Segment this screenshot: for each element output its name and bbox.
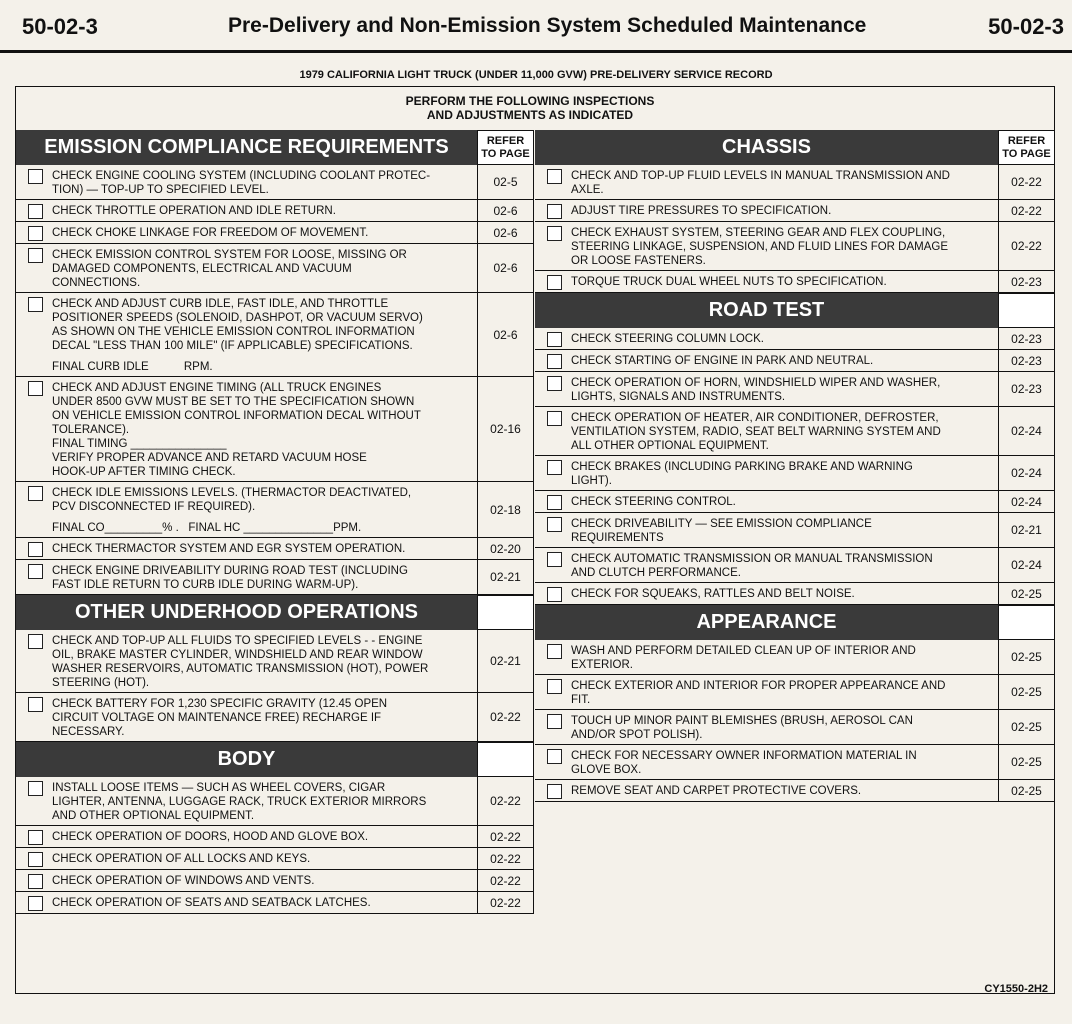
item-line: CHECK EXTERIOR AND INTERIOR FOR PROPER APPEARANCE AND	[571, 680, 946, 692]
checklist-row	[16, 200, 534, 222]
checklist-item	[16, 538, 477, 559]
page-reference: 02-22	[477, 848, 534, 869]
form-code: CY1550-2H2	[984, 983, 1048, 995]
item-text	[52, 226, 368, 240]
item-line: AXLE.	[571, 184, 604, 196]
item-line: PCV DISCONNECTED IF REQUIRED).	[52, 501, 256, 513]
checkbox[interactable]	[547, 552, 562, 567]
checkbox[interactable]	[28, 542, 43, 557]
checklist-item	[16, 777, 477, 825]
item-line: REMOVE SEAT AND CARPET PROTECTIVE COVERS.	[571, 785, 862, 797]
checklist-item	[16, 200, 477, 221]
item-text	[571, 587, 855, 601]
checkbox[interactable]	[547, 644, 562, 659]
item-text	[571, 226, 948, 268]
section-title: APPEARANCE	[535, 605, 998, 640]
item-text	[52, 830, 368, 844]
item-line	[52, 514, 411, 521]
page-reference: 02-23	[998, 271, 1055, 292]
checklist-row	[16, 165, 534, 200]
item-line: DAMAGED COMPONENTS, ELECTRICAL AND VACUUM	[52, 263, 352, 275]
checklist-item	[16, 482, 477, 537]
item-text	[571, 411, 941, 453]
item-text	[52, 634, 428, 690]
item-text	[52, 297, 423, 374]
checkbox[interactable]	[547, 376, 562, 391]
checklist-item	[16, 560, 477, 594]
page-reference: 02-22	[998, 200, 1055, 221]
item-text	[52, 874, 314, 888]
refer-spacer	[477, 595, 534, 630]
item-line: CONNECTIONS.	[52, 277, 141, 289]
refer-spacer	[998, 605, 1055, 640]
page-reference: 02-6	[477, 200, 534, 221]
page-reference: 02-23	[998, 328, 1055, 349]
item-line: CHECK OPERATION OF HORN, WINDSHIELD WIPER AND WASHER,	[571, 377, 941, 389]
page-reference: 02-5	[477, 165, 534, 199]
checklist-row	[16, 538, 534, 560]
checkbox[interactable]	[28, 896, 43, 911]
checklist-row	[16, 848, 534, 870]
checklist-item	[535, 372, 998, 406]
header-rule	[0, 50, 1072, 53]
checklist-row	[535, 675, 1055, 710]
checkbox[interactable]	[28, 874, 43, 889]
item-text	[571, 644, 916, 672]
item-line: ADJUST TIRE PRESSURES TO SPECIFICATION.	[571, 205, 832, 217]
page-reference: 02-6	[477, 222, 534, 243]
section-title: CHASSIS	[535, 130, 998, 165]
checklist-row	[535, 491, 1055, 513]
section-title: BODY	[16, 742, 477, 777]
checklist-item	[535, 328, 998, 349]
page-reference: 02-21	[477, 560, 534, 594]
item-line: FINAL CO_________% . FINAL HC ______________PPM.	[52, 522, 362, 534]
item-text	[52, 852, 310, 866]
checkbox[interactable]	[547, 749, 562, 764]
checklist-row	[535, 350, 1055, 372]
page-reference: 02-22	[477, 826, 534, 847]
checklist-row	[535, 222, 1055, 271]
checklist-item	[535, 456, 998, 490]
checkbox[interactable]	[28, 564, 43, 579]
checkbox[interactable]	[28, 852, 43, 867]
section-header-body	[16, 742, 534, 777]
item-line: AND/OR SPOT POLISH).	[571, 729, 703, 741]
checklist-row	[16, 482, 534, 538]
item-line: CHECK OPERATION OF WINDOWS AND VENTS.	[52, 875, 315, 887]
item-line: CHECK OPERATION OF ALL LOCKS AND KEYS.	[52, 853, 311, 865]
right-column	[535, 130, 1055, 802]
item-text	[571, 460, 913, 488]
checklist-item	[16, 693, 477, 741]
section-title: ROAD TEST	[535, 293, 998, 328]
checklist-item	[16, 293, 477, 376]
refer-to-page-header: REFER TO PAGE	[477, 130, 534, 165]
item-line: CHECK BRAKES (INCLUDING PARKING BRAKE AND WARNING	[571, 461, 913, 473]
checklist-item	[535, 710, 998, 744]
refer-to-page-header: REFER TO PAGE	[998, 130, 1055, 165]
checklist-row	[535, 640, 1055, 675]
checklist-item	[16, 244, 477, 292]
checkbox[interactable]	[547, 411, 562, 426]
checklist-item	[16, 222, 477, 243]
item-line: ALL OTHER OPTIONAL EQUIPMENT.	[571, 440, 769, 452]
item-text	[571, 714, 913, 742]
page-reference: 02-25	[998, 780, 1055, 801]
item-text	[52, 564, 408, 592]
page-reference: 02-21	[998, 513, 1055, 547]
checklist-row	[535, 200, 1055, 222]
item-line: CHECK AUTOMATIC TRANSMISSION OR MANUAL TRANSMISSION	[571, 553, 933, 565]
item-line: CHECK OPERATION OF HEATER, AIR CONDITIONER, DEFROSTER,	[571, 412, 939, 424]
checklist-item	[535, 583, 998, 604]
item-line: OR LOOSE FASTENERS.	[571, 255, 706, 267]
checklist-row	[16, 244, 534, 293]
page-reference: 02-25	[998, 745, 1055, 779]
checkbox[interactable]	[547, 460, 562, 475]
checklist-item	[535, 350, 998, 371]
item-line: FIT.	[571, 694, 591, 706]
checkbox[interactable]	[547, 517, 562, 532]
checkbox[interactable]	[28, 297, 43, 312]
checkbox[interactable]	[28, 486, 43, 501]
page-reference: 02-24	[998, 491, 1055, 512]
checklist-item	[16, 377, 477, 481]
checklist-item	[535, 222, 998, 270]
checklist-row	[535, 513, 1055, 548]
checklist-item	[16, 870, 477, 891]
refer-spacer	[998, 293, 1055, 328]
item-line: CHECK THROTTLE OPERATION AND IDLE RETURN.	[52, 205, 336, 217]
checklist-row	[535, 271, 1055, 293]
page-reference: 02-16	[477, 377, 534, 481]
item-line: CHECK OPERATION OF DOORS, HOOD AND GLOVE BOX.	[52, 831, 369, 843]
item-line: GLOVE BOX.	[571, 764, 642, 776]
item-line: AS SHOWN ON THE VEHICLE EMISSION CONTROL INFORMATION	[52, 326, 415, 338]
item-line: AND CLUTCH PERFORMANCE.	[571, 567, 741, 579]
item-line: CHECK AND ADJUST ENGINE TIMING (ALL TRUCK ENGINES	[52, 382, 382, 394]
item-line: FINAL CURB IDLE RPM.	[52, 361, 213, 373]
section-header-chassis	[535, 130, 1055, 165]
page-reference: 02-23	[998, 372, 1055, 406]
checkbox[interactable]	[28, 381, 43, 396]
item-text	[571, 354, 873, 368]
item-text	[52, 697, 387, 739]
page-number-right: 50-02-3	[988, 14, 1064, 39]
checkbox[interactable]	[28, 226, 43, 241]
checkbox[interactable]	[547, 226, 562, 241]
item-line: CHECK IDLE EMISSIONS LEVELS. (THERMACTOR DEACTIVATED,	[52, 487, 412, 499]
checklist-row	[535, 745, 1055, 780]
checkbox[interactable]	[547, 169, 562, 184]
item-line: FINAL TIMING _______________	[52, 438, 227, 450]
item-line: TOLERANCE).	[52, 424, 130, 436]
checklist-item	[535, 513, 998, 547]
item-text	[571, 204, 831, 218]
checkbox[interactable]	[547, 495, 562, 510]
checklist-item	[16, 630, 477, 692]
checklist-row	[16, 892, 534, 914]
item-line: CHECK STARTING OF ENGINE IN PARK AND NEUTRAL.	[571, 355, 874, 367]
item-line: CHECK OPERATION OF SEATS AND SEATBACK LATCHES.	[52, 897, 371, 909]
checklist-item	[16, 165, 477, 199]
item-line: TION) — TOP-UP TO SPECIFIED LEVEL.	[52, 184, 269, 196]
section-title: EMISSION COMPLIANCE REQUIREMENTS	[16, 130, 477, 165]
checklist-item	[535, 675, 998, 709]
item-line: VENTILATION SYSTEM, RADIO, SEAT BELT WARNING SYSTEM AND	[571, 426, 941, 438]
page-title: Pre-Delivery and Non-Emission System Scheduled Maintenance	[228, 14, 867, 37]
item-line: CHECK EXHAUST SYSTEM, STEERING GEAR AND FLEX COUPLING,	[571, 227, 946, 239]
item-text	[52, 381, 421, 479]
checklist-row	[16, 377, 534, 482]
checklist-row	[535, 548, 1055, 583]
page-reference: 02-25	[998, 583, 1055, 604]
item-line: FAST IDLE RETURN TO CURB IDLE DURING WARM-UP).	[52, 579, 359, 591]
checkbox[interactable]	[28, 204, 43, 219]
item-line: CHECK DRIVEABILITY — SEE EMISSION COMPLIANCE	[571, 518, 872, 530]
item-line: DECAL "LESS THAN 100 MILE" (IF APPLICABLE) SPECIFICATIONS.	[52, 340, 413, 352]
item-line	[52, 353, 423, 360]
item-line: CHECK FOR SQUEAKS, RATTLES AND BELT NOISE.	[571, 588, 855, 600]
item-text	[52, 781, 426, 823]
page-reference: 02-22	[477, 777, 534, 825]
page-reference: 02-6	[477, 244, 534, 292]
left-column	[16, 130, 534, 914]
item-line: CHECK EMISSION CONTROL SYSTEM FOR LOOSE, MISSING OR	[52, 249, 407, 261]
item-text	[52, 169, 430, 197]
checklist-item	[535, 745, 998, 779]
checklist-row	[16, 826, 534, 848]
item-line: CHECK AND ADJUST CURB IDLE, FAST IDLE, AND THROTTLE	[52, 298, 389, 310]
item-line: TOUCH UP MINOR PAINT BLEMISHES (BRUSH, AEROSOL CAN	[571, 715, 913, 727]
page-reference: 02-24	[998, 407, 1055, 455]
item-line: LIGHTER, ANTENNA, LUGGAGE RACK, TRUCK EXTERIOR MIRRORS	[52, 796, 427, 808]
item-line: POSITIONER SPEEDS (SOLENOID, DASHPOT, OR VACUUM SERVO)	[52, 312, 423, 324]
page-reference: 02-24	[998, 548, 1055, 582]
checklist-row	[16, 777, 534, 826]
checklist-row	[16, 693, 534, 742]
page-reference: 02-24	[998, 456, 1055, 490]
item-line: STEERING LINKAGE, SUSPENSION, AND FLUID LINES FOR DAMAGE	[571, 241, 949, 253]
form-subtitle: 1979 CALIFORNIA LIGHT TRUCK (UNDER 11,000 GVW) PRE-DELIVERY SERVICE RECORD	[299, 69, 773, 81]
item-line: ON VEHICLE EMISSION CONTROL INFORMATION DECAL WITHOUT	[52, 410, 421, 422]
checklist-item	[535, 165, 998, 199]
item-line: CHECK STEERING COLUMN LOCK.	[571, 333, 764, 345]
page-reference: 02-22	[477, 892, 534, 913]
checklist-item	[535, 407, 998, 455]
item-line: CHECK AND TOP-UP FLUID LEVELS IN MANUAL TRANSMISSION AND	[571, 170, 950, 182]
item-line: CHECK THERMACTOR SYSTEM AND EGR SYSTEM OPERATION.	[52, 543, 406, 555]
checkbox[interactable]	[547, 784, 562, 799]
section-header-other-underhood-operations	[16, 595, 534, 630]
page-reference: 02-22	[998, 165, 1055, 199]
item-line: OIL, BRAKE MASTER CYLINDER, WINDSHIELD AND REAR WINDOW	[52, 649, 423, 661]
checkbox[interactable]	[28, 781, 43, 796]
page-reference: 02-25	[998, 675, 1055, 709]
page-reference: 02-22	[477, 870, 534, 891]
item-line: CHECK STEERING CONTROL.	[571, 496, 736, 508]
page-number-left: 50-02-3	[22, 14, 98, 39]
item-line: STEERING (HOT).	[52, 677, 150, 689]
checkbox[interactable]	[547, 354, 562, 369]
item-text	[52, 248, 407, 290]
item-text	[571, 679, 945, 707]
checkbox[interactable]	[28, 248, 43, 263]
item-line: LIGHT).	[571, 475, 612, 487]
section-header-emission-compliance-requirements	[16, 130, 534, 165]
page-reference: 02-6	[477, 293, 534, 376]
item-line: CHECK AND TOP-UP ALL FLUIDS TO SPECIFIED LEVELS - - ENGINE	[52, 635, 423, 647]
section-header-road-test	[535, 293, 1055, 328]
item-text	[52, 896, 371, 910]
page-reference: 02-25	[998, 640, 1055, 674]
checklist-item	[535, 491, 998, 512]
section-title: OTHER UNDERHOOD OPERATIONS	[16, 595, 477, 630]
page-reference: 02-20	[477, 538, 534, 559]
checkbox[interactable]	[547, 204, 562, 219]
checklist-row	[535, 780, 1055, 802]
checklist-item	[535, 780, 998, 801]
item-line: WASH AND PERFORM DETAILED CLEAN UP OF INTERIOR AND	[571, 645, 916, 657]
item-line: TORQUE TRUCK DUAL WHEEL NUTS TO SPECIFICATION.	[571, 276, 887, 288]
checklist-row	[535, 583, 1055, 605]
checklist-item	[16, 892, 477, 913]
item-line: CHECK ENGINE DRIVEABILITY DURING ROAD TEST (INCLUDING	[52, 565, 408, 577]
item-line: WASHER RESERVOIRS, AUTOMATIC TRANSMISSION (HOT), POWER	[52, 663, 429, 675]
item-text	[52, 204, 336, 218]
checklist-row	[16, 293, 534, 377]
item-line: CHECK ENGINE COOLING SYSTEM (INCLUDING COOLANT PROTEC-	[52, 170, 431, 182]
checklist-item	[535, 271, 998, 292]
page-reference: 02-22	[477, 693, 534, 741]
page-reference: 02-22	[998, 222, 1055, 270]
checkbox[interactable]	[28, 634, 43, 649]
checklist-row	[16, 870, 534, 892]
checklist-item	[16, 848, 477, 869]
item-text	[571, 275, 887, 289]
item-line: CHECK FOR NECESSARY OWNER INFORMATION MATERIAL IN	[571, 750, 917, 762]
checkbox[interactable]	[547, 587, 562, 602]
checkbox[interactable]	[28, 697, 43, 712]
checklist-item	[535, 640, 998, 674]
item-line: INSTALL LOOSE ITEMS — SUCH AS WHEEL COVERS, CIGAR	[52, 782, 386, 794]
item-line: NECESSARY.	[52, 726, 125, 738]
perform-instructions: PERFORM THE FOLLOWING INSPECTIONS AND ADJUSTMENTS AS INDICATED	[405, 94, 655, 122]
checklist-row	[535, 328, 1055, 350]
checklist-row	[16, 630, 534, 693]
section-header-appearance	[535, 605, 1055, 640]
item-text	[571, 749, 917, 777]
checkbox[interactable]	[547, 332, 562, 347]
checkbox[interactable]	[547, 714, 562, 729]
checklist-item	[535, 548, 998, 582]
checklist-row	[535, 165, 1055, 200]
checklist-row	[16, 222, 534, 244]
item-line: UNDER 8500 GVW MUST BE SET TO THE SPECIFICATION SHOWN	[52, 396, 415, 408]
page-reference: 02-18	[477, 482, 534, 537]
refer-spacer	[477, 742, 534, 777]
checklist-row	[535, 372, 1055, 407]
item-line: AND OTHER OPTIONAL EQUIPMENT.	[52, 810, 255, 822]
item-text	[571, 169, 950, 197]
item-line: VERIFY PROPER ADVANCE AND RETARD VACUUM HOSE	[52, 452, 367, 464]
item-line: CHECK BATTERY FOR 1,230 SPECIFIC GRAVITY (12.45 OPEN	[52, 698, 388, 710]
item-text	[571, 376, 940, 404]
checklist-row	[535, 456, 1055, 491]
item-text	[571, 552, 933, 580]
checklist-item	[535, 200, 998, 221]
item-text	[571, 332, 764, 346]
item-line: EXTERIOR.	[571, 659, 633, 671]
checklist-row	[535, 407, 1055, 456]
item-text	[52, 486, 411, 535]
checkbox[interactable]	[547, 275, 562, 290]
item-line: LIGHTS, SIGNALS AND INSTRUMENTS.	[571, 391, 786, 403]
page-reference: 02-23	[998, 350, 1055, 371]
item-line: REQUIREMENTS	[571, 532, 664, 544]
item-line: CHECK CHOKE LINKAGE FOR FREEDOM OF MOVEMENT.	[52, 227, 369, 239]
item-text	[571, 495, 736, 509]
item-line: HOOK-UP AFTER TIMING CHECK.	[52, 466, 236, 478]
item-text	[571, 784, 861, 798]
checkbox[interactable]	[547, 679, 562, 694]
page-reference: 02-25	[998, 710, 1055, 744]
item-text	[52, 542, 405, 556]
checklist-row	[535, 710, 1055, 745]
item-text	[571, 517, 872, 545]
checklist-row	[16, 560, 534, 595]
checkbox[interactable]	[28, 830, 43, 845]
checkbox[interactable]	[28, 169, 43, 184]
item-line: CIRCUIT VOLTAGE ON MAINTENANCE FREE) RECHARGE IF	[52, 712, 382, 724]
page-reference: 02-21	[477, 630, 534, 692]
checklist-item	[16, 826, 477, 847]
